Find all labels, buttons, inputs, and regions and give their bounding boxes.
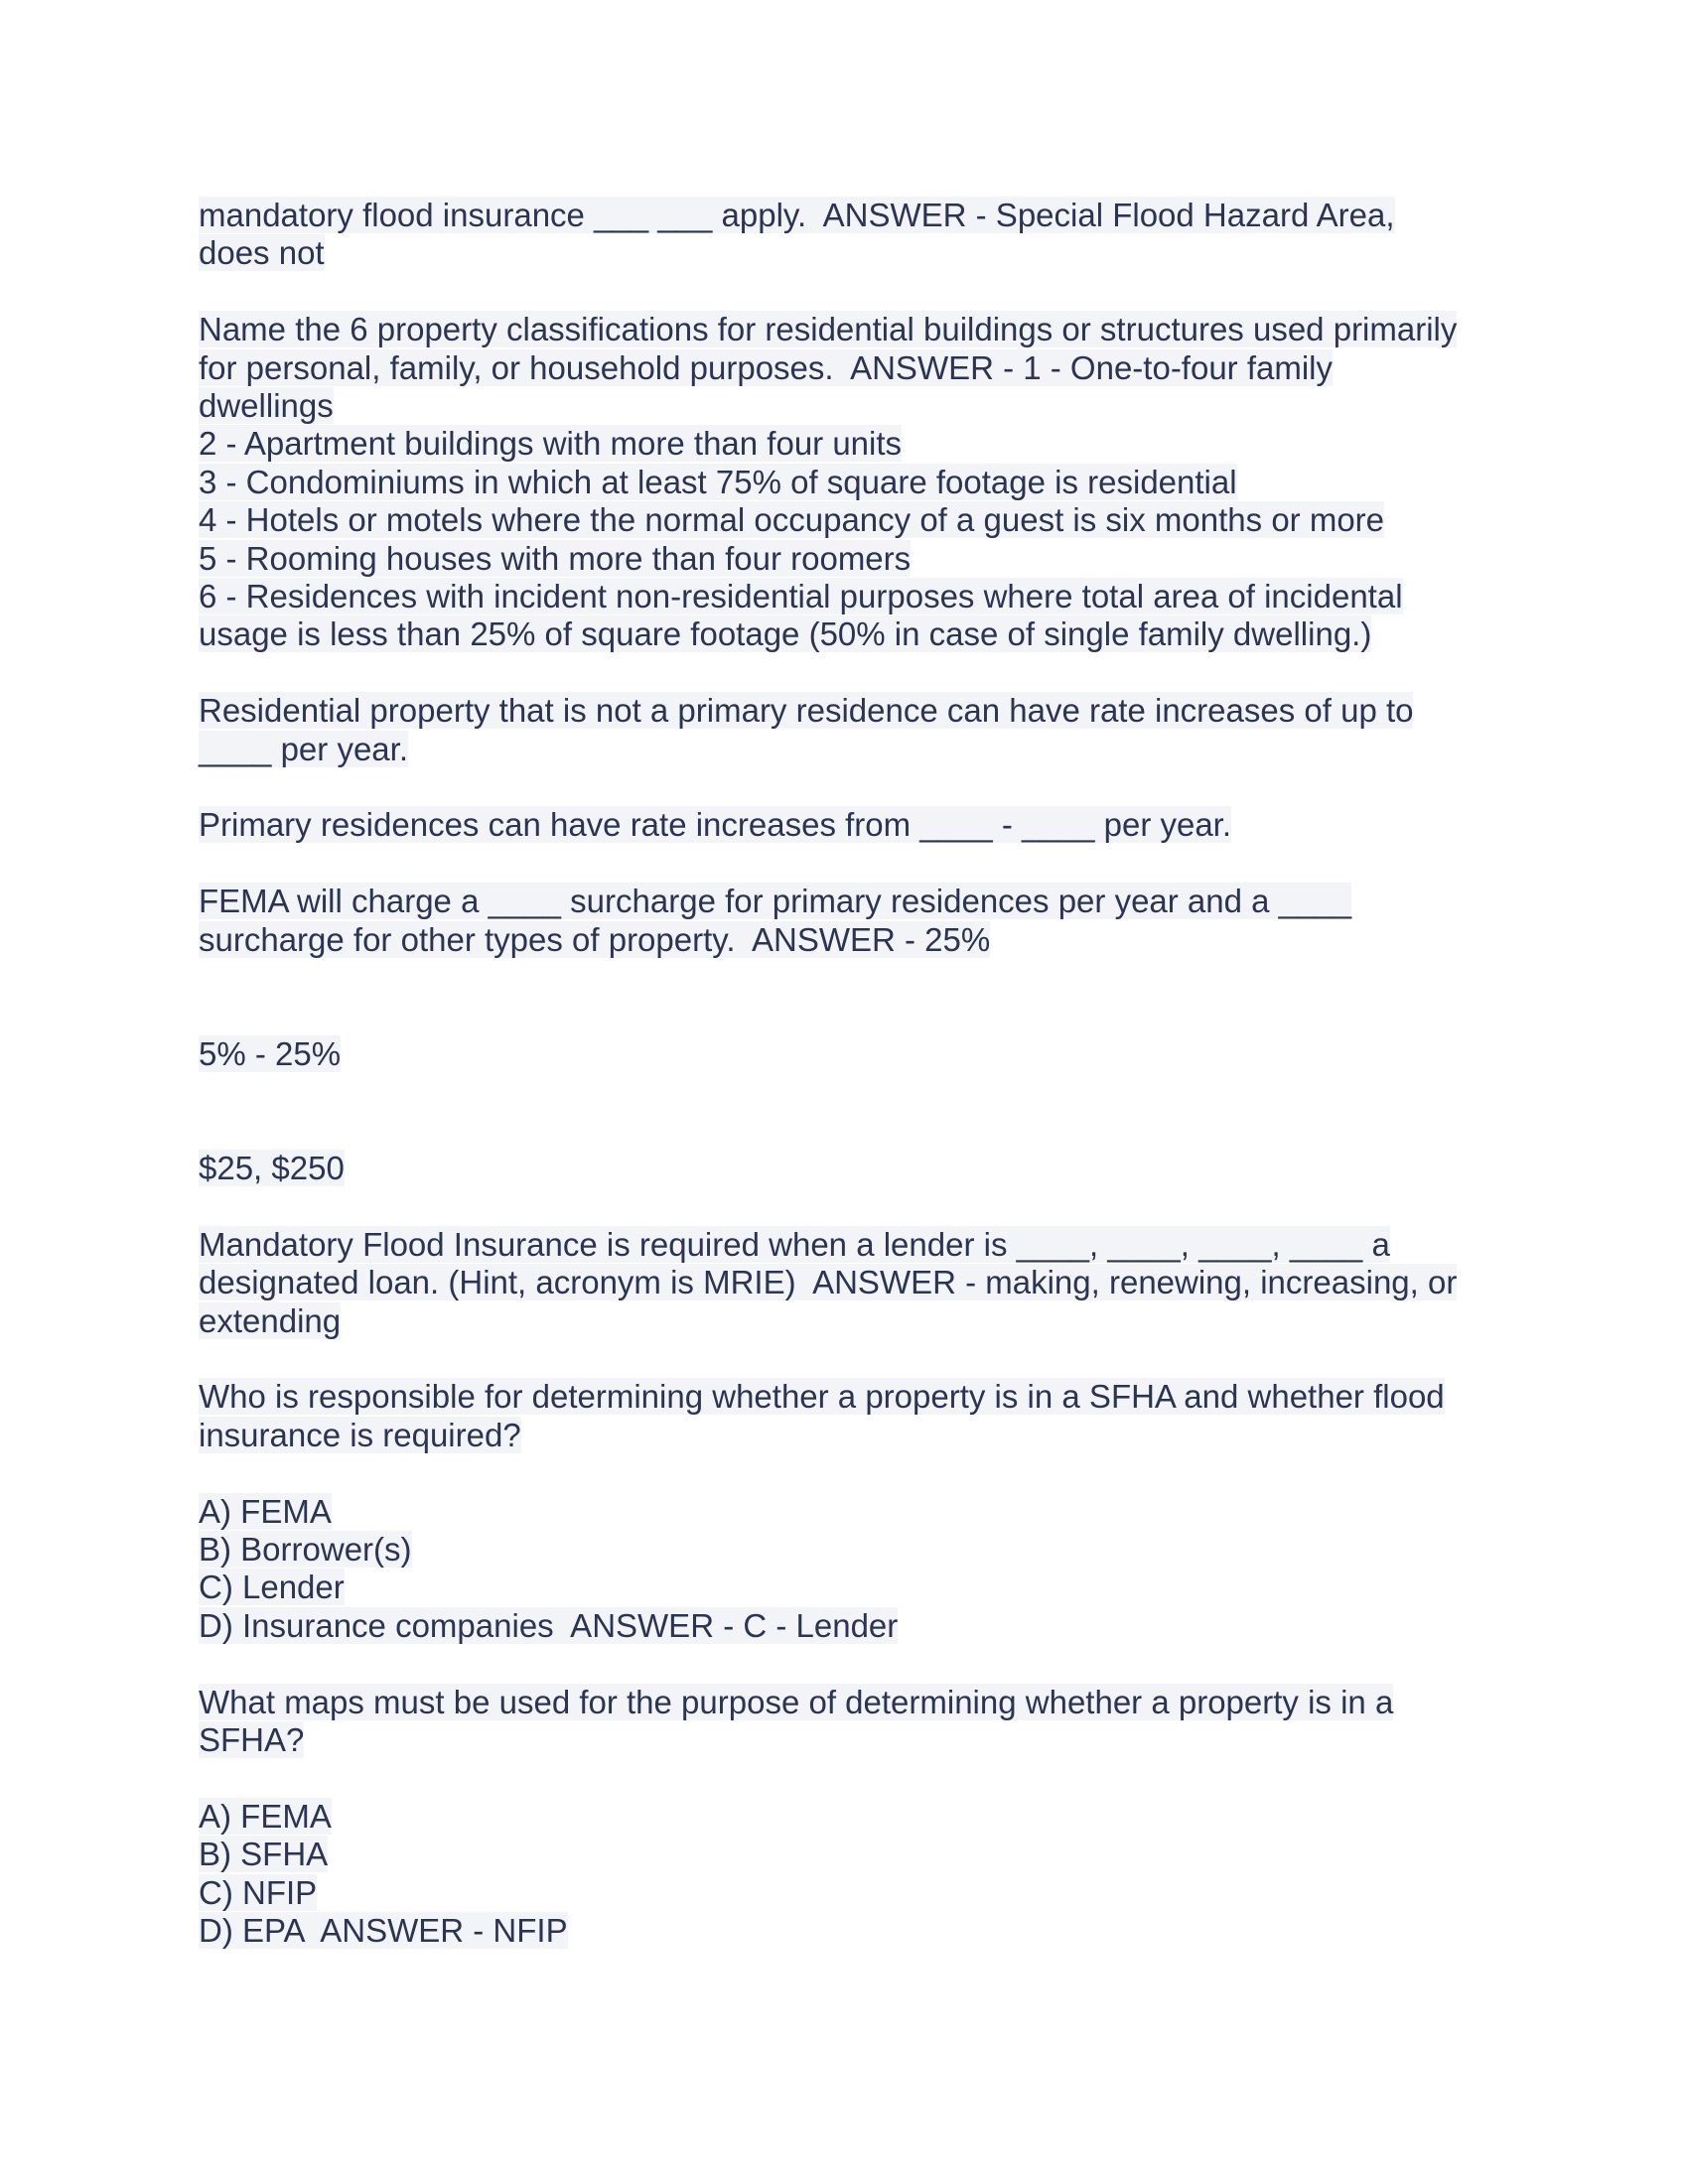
text-run: D) Insurance companies ANSWER - C - Lender [199,1606,899,1644]
text-line [199,387,1489,425]
text-run: FEMA will charge a ____ surcharge for primary residences per year and a ____ [199,883,1352,920]
text-line [199,1378,1489,1416]
text-line [199,540,1489,578]
paragraph-gap [199,654,1489,692]
text-line [199,234,1489,272]
text-line [199,578,1489,615]
text-line [199,1607,1489,1645]
text-line [199,1264,1489,1301]
text-line [199,464,1489,501]
text-run: for personal, family, or household purposes. ANSWER - 1 - One-to-four family [199,348,1334,386]
text-run: designated loan. (Hint, acronym is MRIE) ANSWER - making, renewing, increasing, or [199,1264,1458,1301]
text-line [199,1302,1489,1340]
text-run: A) FEMA [199,1797,332,1835]
text-line [199,1417,1489,1454]
text-run: What maps must be used for the purpose of determining whether a property is in a [199,1683,1394,1720]
text-line [199,197,1489,234]
text-run: 2 - Apartment buildings with more than four units [199,425,903,463]
text-line [199,425,1489,463]
text-line [199,883,1489,920]
paragraph-gap [199,1340,1489,1378]
text-line [199,1150,1489,1187]
text-line [199,1798,1489,1836]
text-run: Residential property that is not a primary residence can have rate increases of up to [199,692,1414,730]
text-run: 4 - Hotels or motels where the normal occupancy of a guest is six months or more [199,501,1385,539]
paragraph-gap [199,1073,1489,1150]
text-run: C) NFIP [199,1873,318,1911]
text-run: extending [199,1301,342,1339]
text-run: 5 - Rooming houses with more than four roomers [199,539,912,577]
text-line [199,1531,1489,1569]
text-run: Primary residences can have rate increases from ____ - ____ per year. [199,806,1232,844]
text-run: Who is responsible for determining whether a property is in a SFHA and whether flood [199,1378,1445,1416]
text-run: 3 - Condominiums in which at least 75% of square footage is residential [199,463,1237,500]
paragraph-gap [199,1645,1489,1683]
text-run: SFHA? [199,1721,305,1759]
text-run: $25, $250 [199,1150,345,1187]
text-run: usage is less than 25% of square footage (50% in case of single family dwelling.) [199,615,1372,653]
text-line [199,921,1489,959]
text-run: A) FEMA [199,1492,332,1530]
text-line [199,349,1489,387]
text-line [199,1836,1489,1873]
text-line [199,806,1489,844]
text-line [199,615,1489,653]
paragraph-gap [199,959,1489,1035]
text-line [199,1874,1489,1912]
paragraph-gap [199,845,1489,883]
text-run: dwellings [199,387,334,425]
paragraph-gap [199,768,1489,806]
text-run: Name the 6 property classifications for residential buildings or structures used primarily [199,311,1458,348]
text-line [199,1226,1489,1264]
paragraph-gap [199,1760,1489,1798]
text-run: Mandatory Flood Insurance is required when a lender is ____, ____, ____, ____ a [199,1225,1390,1263]
text-line [199,1684,1489,1721]
text-run: 5% - 25% [199,1034,342,1072]
text-line [199,731,1489,768]
paragraph-gap [199,1454,1489,1492]
text-run: C) Lender [199,1569,345,1606]
text-run: 6 - Residences with incident non-residential purposes where total area of incidental [199,578,1403,615]
text-run: mandatory flood insurance ___ ___ apply. ANSWER - Special Flood Hazard Area, [199,197,1395,233]
text-line [199,1569,1489,1606]
text-run: ____ per year. [199,730,408,767]
text-line [199,501,1489,539]
text-line [199,1912,1489,1950]
paragraph-gap [199,273,1489,311]
text-run: B) SFHA [199,1836,329,1873]
text-run: D) EPA ANSWER - NFIP [199,1912,568,1950]
text-line [199,692,1489,730]
text-line [199,1721,1489,1759]
paragraph-gap [199,1187,1489,1225]
text-run: does not [199,234,325,272]
text-line [199,1035,1489,1073]
text-run: B) Borrower(s) [199,1531,412,1569]
text-run: insurance is required? [199,1416,521,1453]
text-line [199,311,1489,348]
text-line [199,1493,1489,1531]
text-run: surcharge for other types of property. ANSWER - 25% [199,920,991,958]
document-body [199,197,1489,1951]
